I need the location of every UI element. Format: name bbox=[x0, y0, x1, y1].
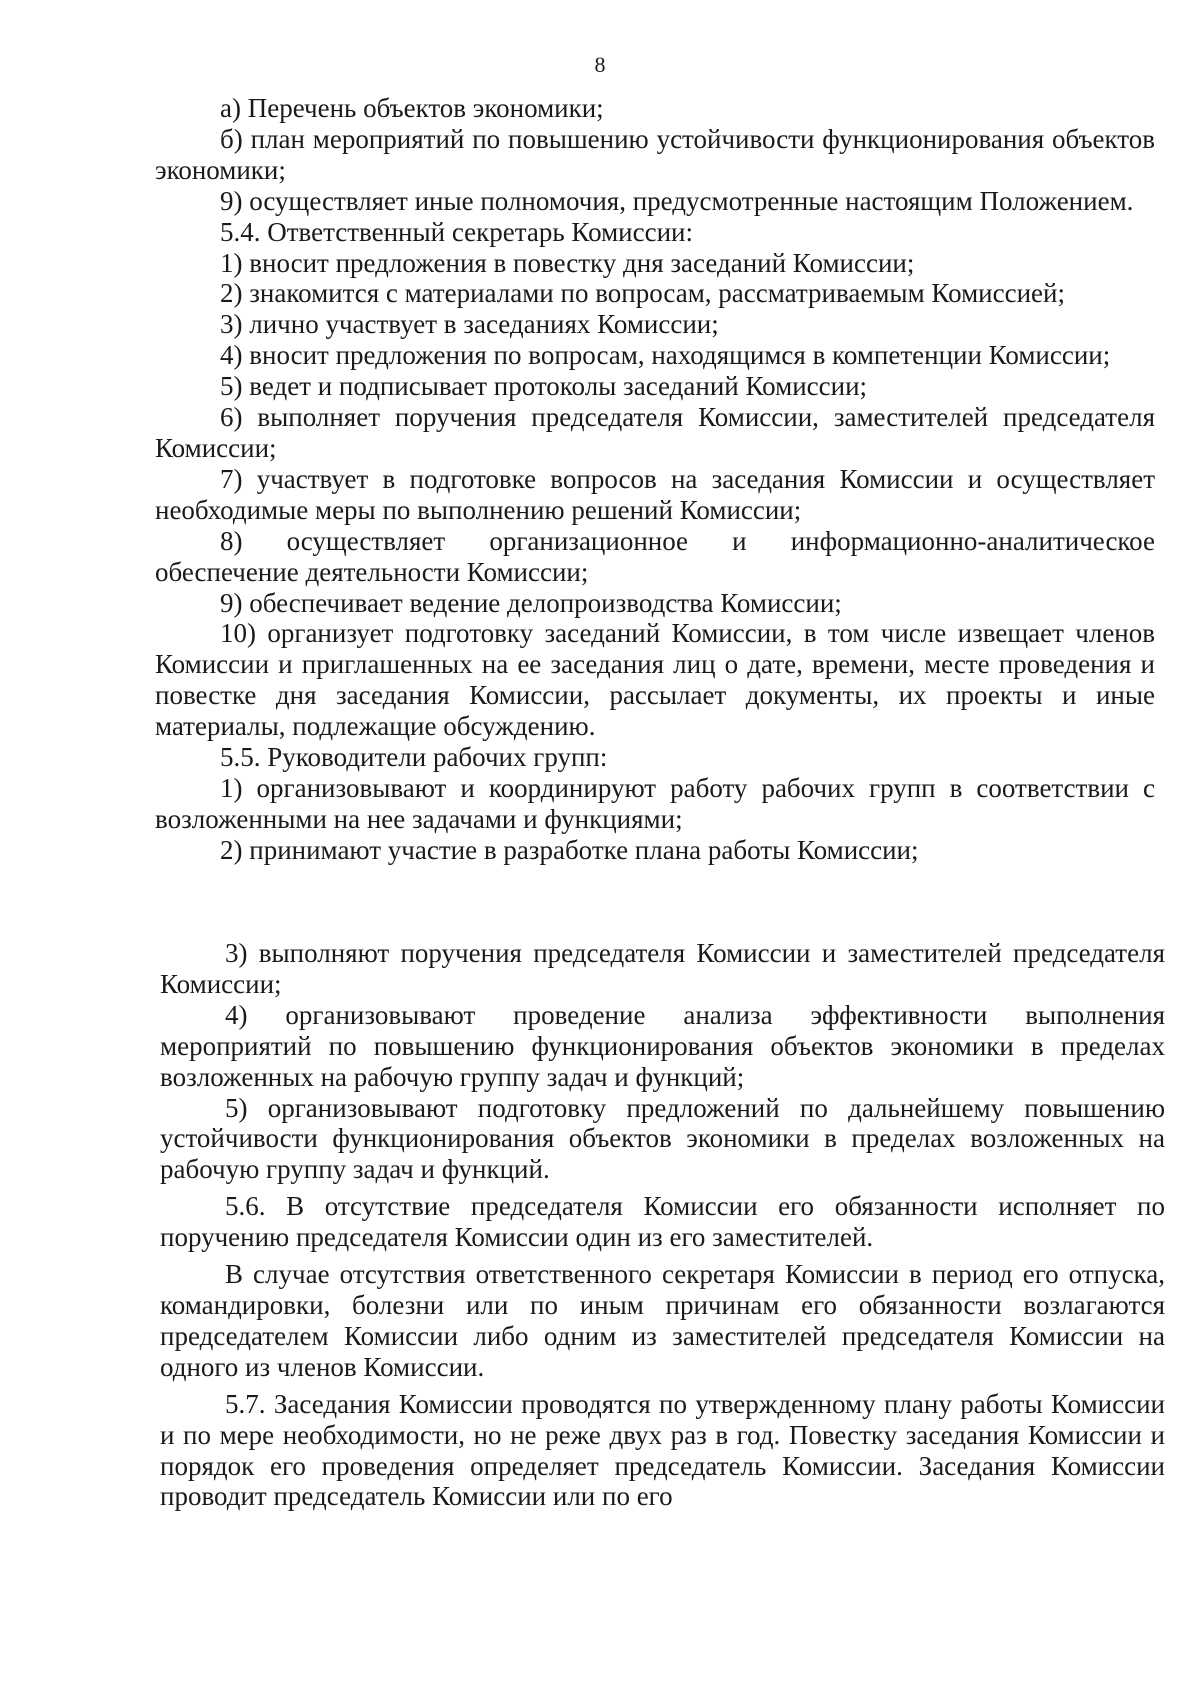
paragraph: 2) знакомится с материалами по вопросам, рассматриваемым Комиссией; bbox=[220, 278, 1065, 309]
paragraph: 4) вносит предложения по вопросам, находящимся в компетенции Комиссии; bbox=[220, 340, 1111, 371]
paragraph: 1) вносит предложения в повестку дня заседаний Комиссии; bbox=[220, 247, 915, 278]
paragraph: 10) организует подготовку заседаний Комиссии, в том числе извещает членов Комиссии и приглашенных на ее заседания лиц о дате, времени, месте проведения и повестке дня заседания Комиссии, рассылает документы, их проекты и иные материалы, подлежащие обсуждению. bbox=[155, 618, 1155, 742]
section-heading: 5.5. Руководители рабочих групп: bbox=[220, 742, 608, 773]
paragraph: В случае отсутствия ответственного секретаря Комиссии в период его отпуска, командировки, болезни или по иным причинам его обязанности возлагаются председателем Комиссии либо одним из заместителей председателя Комиссии на одного из членов Комиссии. bbox=[160, 1259, 1165, 1382]
paragraph: б) план мероприятий по повышению устойчивости функционирования объектов экономики; bbox=[155, 123, 1155, 185]
paragraph: 5) ведет и подписывает протоколы заседаний Комиссии; bbox=[220, 371, 868, 402]
paragraph: 3) выполняют поручения председателя Комиссии и заместителей председателя Комиссии; bbox=[160, 938, 1165, 999]
paragraph: 6) выполняет поручения председателя Комиссии, заместителей председателя Комиссии; bbox=[155, 402, 1155, 463]
paragraph: 5) организовывают подготовку предложений по дальнейшему повышению устойчивости функционирования объектов экономики в пределах возложенных на рабочую группу задач и функций. bbox=[160, 1092, 1165, 1185]
paragraph: 5.7. Заседания Комиссии проводятся по утвержденному плану работы Комиссии и по мере необходимости, но не реже двух раз в год. Повестку заседания Комиссии и порядок его проведения определяет председатель Комиссии. Заседания Комиссии проводит председатель Комиссии или по его bbox=[160, 1388, 1165, 1512]
paragraph: а) Перечень объектов экономики; bbox=[220, 93, 604, 123]
paragraph: 4) организовывают проведение анализа эффективности выполнения мероприятий по повышению функционирования объектов экономики в пределах возложенных на рабочую группу задач и функций; bbox=[160, 999, 1165, 1092]
paragraph: 2) принимают участие в разработке плана работы Комиссии; bbox=[220, 834, 919, 865]
paragraph: 5.6. В отсутствие председателя Комиссии его обязанности исполняет по поручению председателя Комиссии один из его заместителей. bbox=[160, 1191, 1165, 1253]
paragraph: 9) обеспечивает ведение делопроизводства Комиссии; bbox=[220, 587, 842, 618]
paragraph: 9) осуществляет иные полномочия, предусмотренные настоящим Положением. bbox=[220, 185, 1134, 216]
paragraph: 7) участвует в подготовке вопросов на заседания Комиссии и осуществляет необходимые меры по выполнению решений Комиссии; bbox=[155, 463, 1155, 525]
document-body-upper bbox=[155, 93, 1155, 866]
page-number: 8 bbox=[594, 52, 606, 77]
section-heading: 5.4. Ответственный секретарь Комиссии: bbox=[220, 216, 693, 247]
paragraph: 3) лично участвует в заседаниях Комиссии; bbox=[220, 309, 719, 340]
paragraph: 8) осуществляет организационное и информационно-аналитическое обеспечение деятельности Комиссии; bbox=[155, 525, 1155, 587]
paragraph: 1) организовывают и координируют работу рабочих групп в соответствии с возложенными на нее задачами и функциями; bbox=[155, 772, 1155, 834]
document-body-lower bbox=[160, 938, 1165, 1512]
